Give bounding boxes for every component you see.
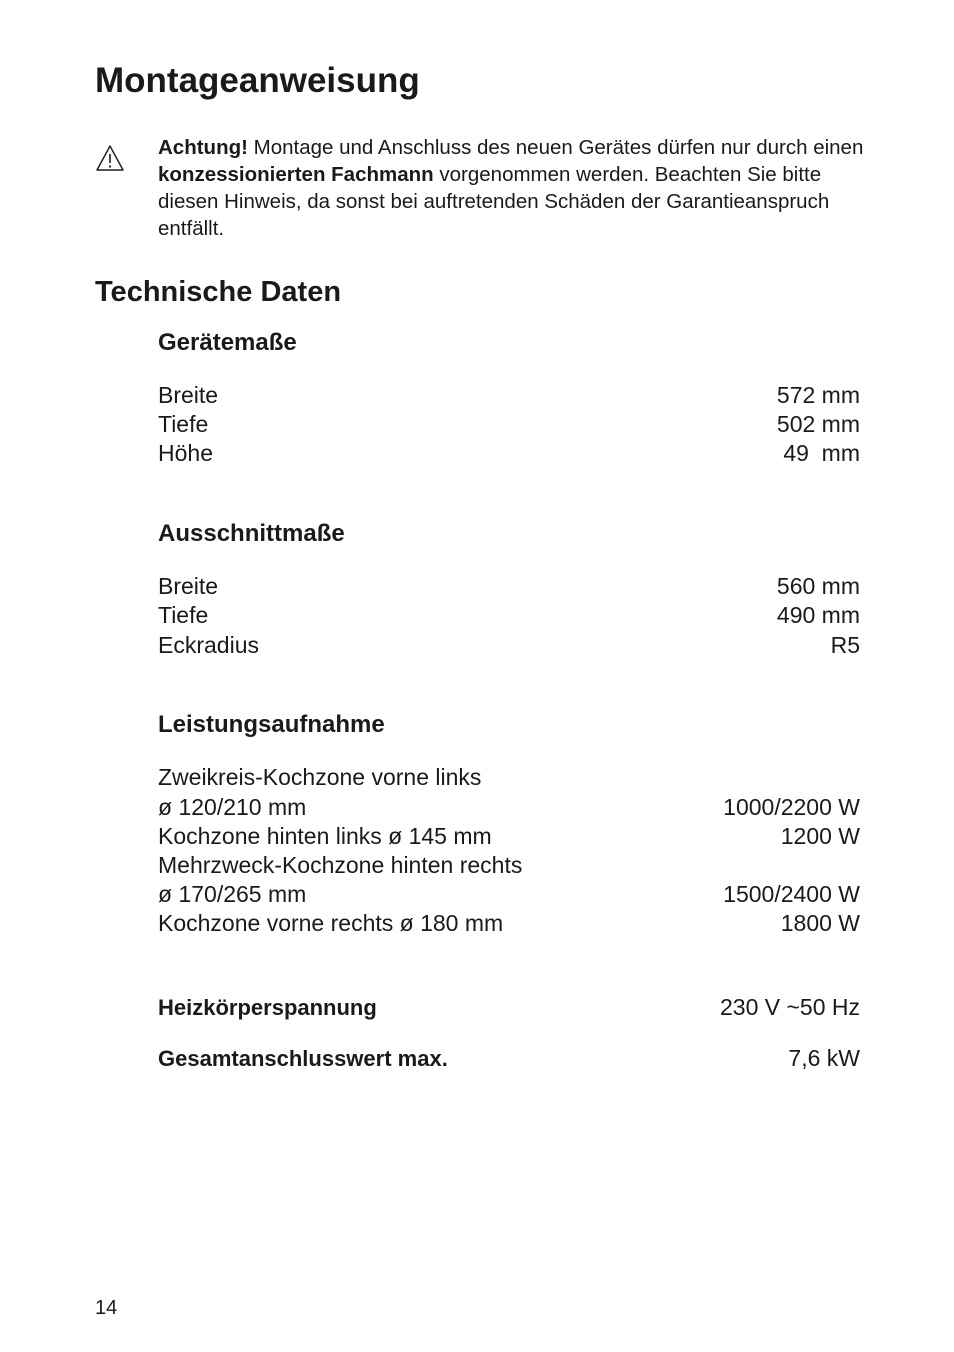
page-title: Montageanweisung — [95, 61, 420, 100]
spec-label: Breite — [158, 573, 219, 599]
spec-value: 560 mm — [776, 573, 860, 599]
spec-label: Zweikreis-Kochzone vorne links — [158, 764, 482, 790]
spec-value: 502 mm — [776, 411, 860, 437]
spec-label: Heizkörperspannung — [158, 994, 377, 1020]
spec-row — [158, 793, 860, 822]
spec-value: 49 mm — [783, 440, 860, 466]
spec-value: 230 V ~50 Hz — [719, 994, 860, 1020]
spec-label: ø 170/265 mm — [158, 881, 307, 907]
spec-row — [158, 880, 860, 909]
spec-label: Eckradius — [158, 632, 259, 658]
spec-value: 1500/2400 W — [723, 881, 860, 907]
spec-label: Tiefe — [158, 602, 209, 628]
spec-row-heater-voltage — [158, 993, 860, 1022]
subheading-power-consumption: Leistungsaufnahme — [158, 711, 385, 738]
subheading-cutout-dimensions: Ausschnittmaße — [158, 520, 345, 547]
page-number: 14 — [95, 1297, 118, 1319]
spec-value: 1800 W — [780, 910, 860, 936]
warning-triangle-icon — [95, 144, 125, 172]
spec-row — [158, 909, 860, 938]
spec-label: Mehrzweck-Kochzone hinten rechts — [158, 852, 523, 878]
spec-row — [158, 410, 860, 439]
spec-label: ø 120/210 mm — [158, 794, 307, 820]
spec-row — [158, 822, 860, 851]
subheading-device-dimensions: Gerätemaße — [158, 329, 297, 356]
spec-value: 7,6 kW — [788, 1045, 860, 1071]
spec-row-total-connected-load — [158, 1044, 860, 1073]
warning-lead: Achtung! — [158, 136, 248, 159]
spec-row — [158, 572, 860, 601]
spec-label: Höhe — [158, 440, 213, 466]
spec-label: Tiefe — [158, 411, 209, 437]
spec-row — [158, 851, 860, 880]
spec-value: 1200 W — [780, 823, 860, 849]
spec-value: 490 mm — [776, 602, 860, 628]
spec-value: 572 mm — [776, 382, 860, 408]
spec-label: Kochzone vorne rechts ø 180 mm — [158, 910, 504, 936]
spec-row — [158, 439, 860, 468]
section-heading-technical-data: Technische Daten — [95, 276, 342, 308]
warning-notice — [158, 134, 878, 242]
spec-row — [158, 763, 860, 792]
warning-text-2: vorgenommen werden. Beachten Sie bitte diesen Hinweis, da sonst bei auftretenden Schäden der Garantieanspruch entfällt. — [158, 163, 830, 240]
warning-emphasis: konzessionierten Fachmann — [158, 163, 434, 186]
spec-label: Gesamtanschlusswert max. — [158, 1045, 448, 1071]
spec-value: R5 — [830, 632, 860, 658]
spec-row — [158, 381, 860, 410]
spec-label: Breite — [158, 382, 219, 408]
spec-row — [158, 631, 860, 660]
spec-value: 1000/2200 W — [723, 794, 860, 820]
spec-row — [158, 601, 860, 630]
spec-label: Kochzone hinten links ø 145 mm — [158, 823, 492, 849]
warning-text-1: Montage und Anschluss des neuen Gerätes dürfen nur durch einen — [247, 136, 864, 159]
